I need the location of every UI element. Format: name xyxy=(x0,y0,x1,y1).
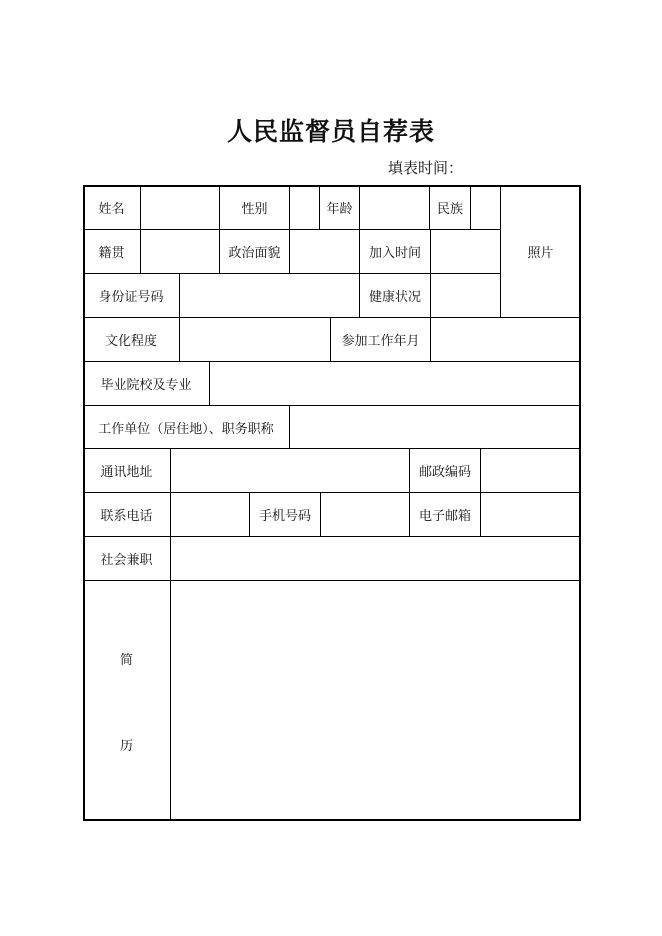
ethnicity-label: 民族 xyxy=(430,185,471,230)
phone-field[interactable] xyxy=(171,493,250,537)
join-time-label: 加入时间 xyxy=(360,230,431,274)
health-field[interactable] xyxy=(431,274,501,318)
age-field[interactable] xyxy=(360,185,430,230)
native-place-label: 籍贯 xyxy=(83,230,141,274)
id-number-field[interactable] xyxy=(180,274,360,318)
join-time-field[interactable] xyxy=(431,230,501,274)
fill-date-label: 填表时间： xyxy=(388,159,464,177)
address-label: 通讯地址 xyxy=(83,449,171,493)
mobile-label: 手机号码 xyxy=(250,493,321,537)
work-unit-field[interactable] xyxy=(290,406,581,449)
political-status-field[interactable] xyxy=(290,230,360,274)
page-title: 人民监督员自荐表 xyxy=(226,117,435,146)
education-field[interactable] xyxy=(180,318,331,362)
school-major-field[interactable] xyxy=(210,362,581,406)
email-label: 电子邮箱 xyxy=(410,493,481,537)
age-label: 年龄 xyxy=(320,185,360,230)
health-label: 健康状况 xyxy=(360,274,431,318)
native-place-field[interactable] xyxy=(141,230,220,274)
name-label: 姓名 xyxy=(83,185,141,230)
political-status-label: 政治面貌 xyxy=(220,230,290,274)
work-start-field[interactable] xyxy=(431,318,581,362)
postcode-label: 邮政编码 xyxy=(410,449,481,493)
address-field[interactable] xyxy=(171,449,410,493)
phone-label: 联系电话 xyxy=(83,493,171,537)
gender-field[interactable] xyxy=(290,185,320,230)
resume-label-char-2: 历 xyxy=(119,739,133,754)
mobile-field[interactable] xyxy=(321,493,410,537)
gender-label: 性别 xyxy=(220,185,290,230)
resume-field[interactable] xyxy=(171,581,581,821)
email-field[interactable] xyxy=(481,493,581,537)
postcode-field[interactable] xyxy=(481,449,581,493)
work-unit-label: 工作单位（居住地）、职务职称 xyxy=(83,406,290,449)
ethnicity-field[interactable] xyxy=(471,185,501,230)
resume-label-cell xyxy=(83,581,171,821)
school-major-label: 毕业院校及专业 xyxy=(83,362,210,406)
work-start-label: 参加工作年月 xyxy=(331,318,431,362)
photo-box[interactable]: 照片 xyxy=(501,185,581,318)
social-roles-label: 社会兼职 xyxy=(83,537,171,581)
social-roles-field[interactable] xyxy=(171,537,581,581)
id-number-label: 身份证号码 xyxy=(83,274,180,318)
education-label: 文化程度 xyxy=(83,318,180,362)
resume-label-char-1: 简 xyxy=(119,653,133,668)
name-field[interactable] xyxy=(141,185,220,230)
